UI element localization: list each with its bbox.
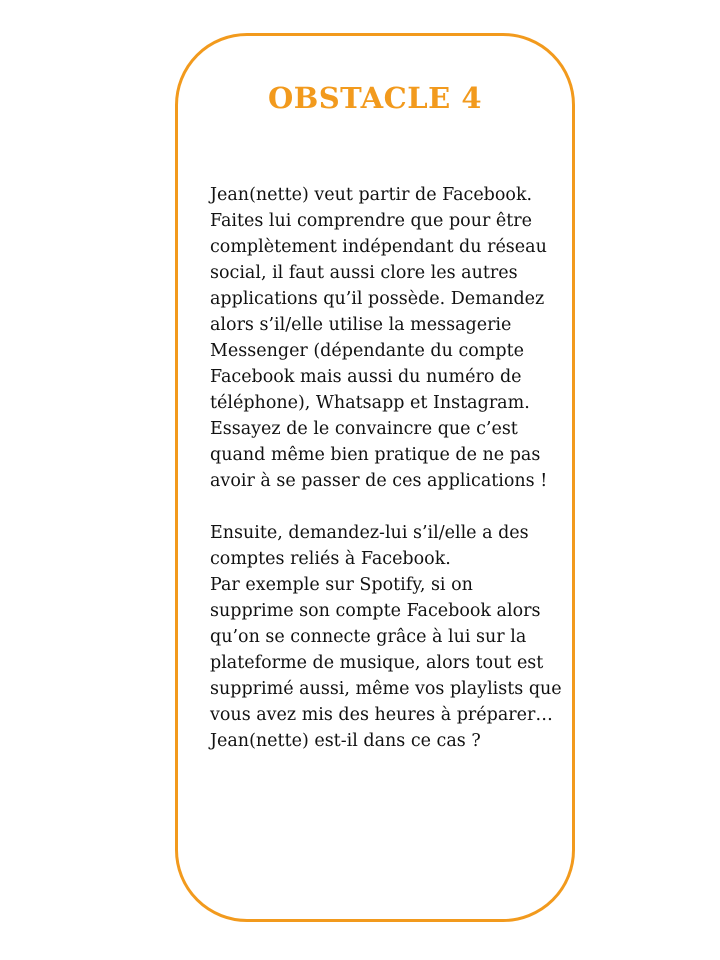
- obstacle-card: [175, 33, 575, 922]
- card-title: OBSTACLE 4: [267, 81, 483, 115]
- paragraph-2-line: supprimé aussi, même vos playlists que: [210, 679, 562, 699]
- paragraph-1-line: social, il faut aussi clore les autres: [210, 263, 518, 283]
- paragraph-1-line: complètement indépendant du réseau: [210, 237, 547, 257]
- paragraph-1: [210, 182, 574, 494]
- paragraph-1-line: avoir à se passer de ces applications !: [210, 471, 548, 491]
- paragraph-1-line: alors s’il/elle utilise la messagerie: [210, 315, 512, 335]
- paragraph-2-line: Ensuite, demandez-lui s’il/elle a des: [210, 523, 529, 543]
- paragraph-2-line: Jean(nette) est-il dans ce cas ?: [210, 731, 481, 751]
- paragraph-2-line: qu’on se connecte grâce à lui sur la: [210, 627, 527, 647]
- paragraph-2-line: comptes reliés à Facebook.: [210, 549, 451, 569]
- paragraph-spacer: [210, 494, 574, 520]
- paragraph-1-line: quand même bien pratique de ne pas: [210, 445, 541, 465]
- paragraph-1-line: Faites lui comprendre que pour être: [210, 211, 532, 231]
- paragraph-2-line: supprime son compte Facebook alors: [210, 601, 541, 621]
- paragraph-1-line: téléphone), Whatsapp et Instagram.: [210, 393, 530, 413]
- paragraph-2-line: vous avez mis des heures à préparer…: [210, 705, 553, 725]
- paragraph-2-line: plateforme de musique, alors tout est: [210, 653, 544, 673]
- paragraph-1-line: Essayez de le convaincre que c’est: [210, 419, 518, 439]
- paragraph-2: [210, 520, 574, 754]
- paragraph-1-line: Jean(nette) veut partir de Facebook.: [210, 185, 533, 205]
- paragraph-1-line: Facebook mais aussi du numéro de: [210, 367, 522, 387]
- paragraph-2-line: Par exemple sur Spotify, si on: [210, 575, 473, 595]
- card-body: [210, 182, 574, 754]
- paragraph-1-line: Messenger (dépendante du compte: [210, 341, 524, 361]
- paragraph-1-line: applications qu’il possède. Demandez: [210, 289, 545, 309]
